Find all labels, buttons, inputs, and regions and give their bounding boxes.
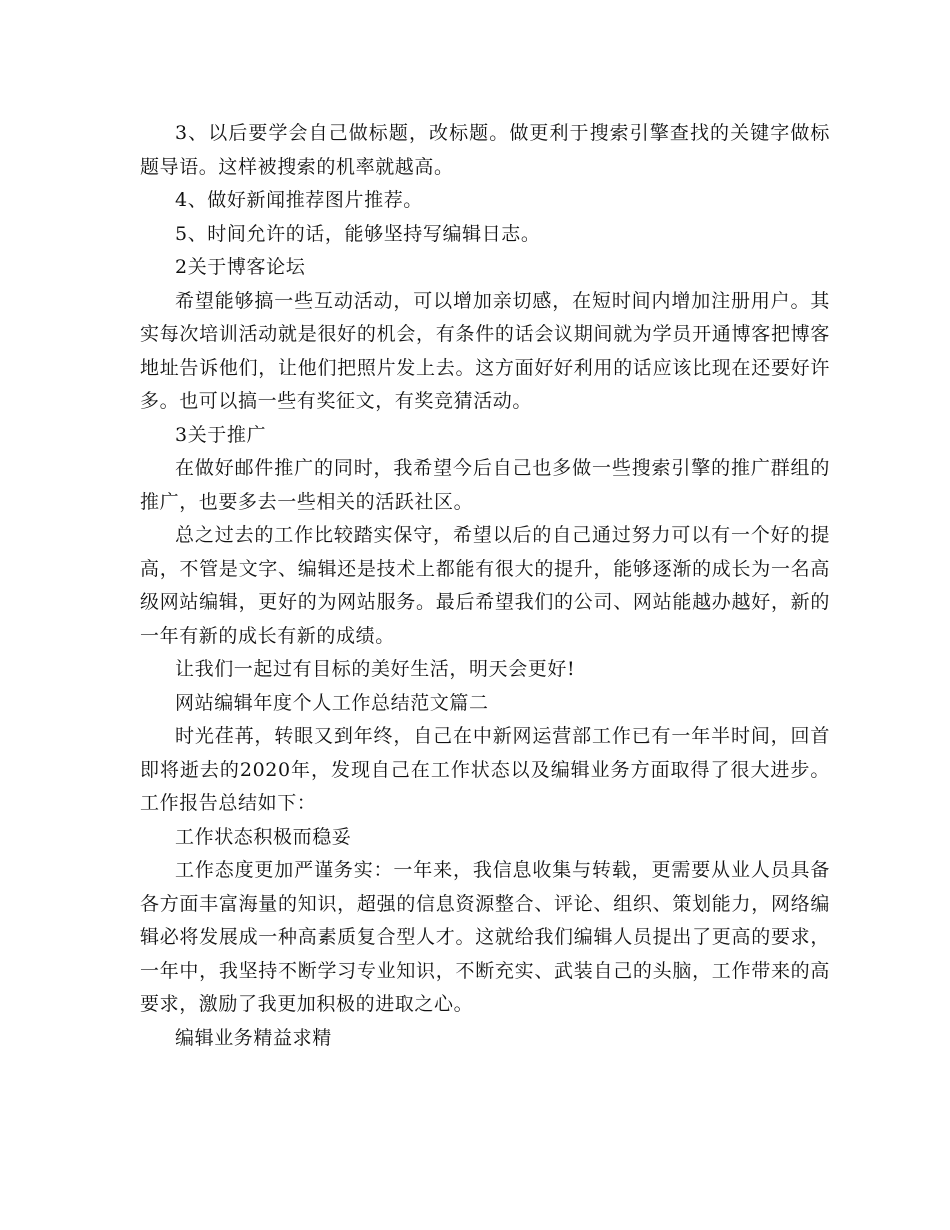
heading-article-two: 网站编辑年度个人工作总结范文篇二 [175, 691, 489, 714]
paragraph-promotion: 在做好邮件推广的同时，我希望今后自己也多做一些搜索引擎的推广群组的推广，也要多去一些相关的活跃社区。 [140, 457, 830, 513]
paragraph-news-images: 4、做好新闻推荐图片推荐。 [175, 189, 423, 211]
paragraph-year-review: 时光荏苒，转眼又到年终，自己在中新网运营部工作已有一年半时间，回首即将逝去的2020年，发现自己在工作状态以及编辑业务方面取得了很大进步。工作报告总结如下： [140, 725, 830, 814]
paragraph-summary: 总之过去的工作比较踏实保守，希望以后的自己通过努力可以有一个好的提高，不管是文字、编辑还是技术上都能有很大的提升，能够逐渐的成长为一名高级网站编辑，更好的为网站服务。最后希望我们的公司、网站能越办越好，新的一年有新的成长有新的成绩。 [140, 524, 830, 647]
heading-promotion: 3关于推广 [175, 423, 267, 446]
paragraph-closing: 让我们一起过有目标的美好生活，明天会更好! [175, 658, 576, 680]
paragraph-work-attitude: 工作态度更加严谨务实：一年来，我信息收集与转载，更需要从业人员具备各方面丰富海量的知识，超强的信息资源整合、评论、组织、策划能力，网络编辑必将发展成一种高素质复合型人才。这就给我们编辑人员提出了更高的要求，一年中，我坚持不断学习专业知识，不断充实、武装自己的头脑，工作带来的高要求，激励了我更加积极的进取之心。 [140, 859, 830, 1015]
heading-editing-excellence: 编辑业务精益求精 [175, 1026, 332, 1049]
paragraph-edit-log: 5、时间允许的话，能够坚持写编辑日志。 [175, 222, 541, 245]
document-body [140, 117, 830, 1055]
heading-work-attitude: 工作状态积极而稳妥 [175, 825, 352, 848]
paragraph-seo-titles: 3、以后要学会自己做标题，改标题。做更利于搜索引擎查找的关键字做标题导语。这样被搜索的机率就越高。 [140, 122, 830, 178]
heading-blog-forum: 2关于博客论坛 [175, 256, 306, 278]
paragraph-blog-activities: 希望能够搞一些互动活动，可以增加亲切感，在短时间内增加注册用户。其实每次培训活动就是很好的机会，有条件的话会议期间就为学员开通博客把博客地址告诉他们，让他们把照片发上去。这方面好好利用的话应该比现在还要好许多。也可以搞一些有奖征文，有奖竞猜活动。 [140, 289, 830, 412]
